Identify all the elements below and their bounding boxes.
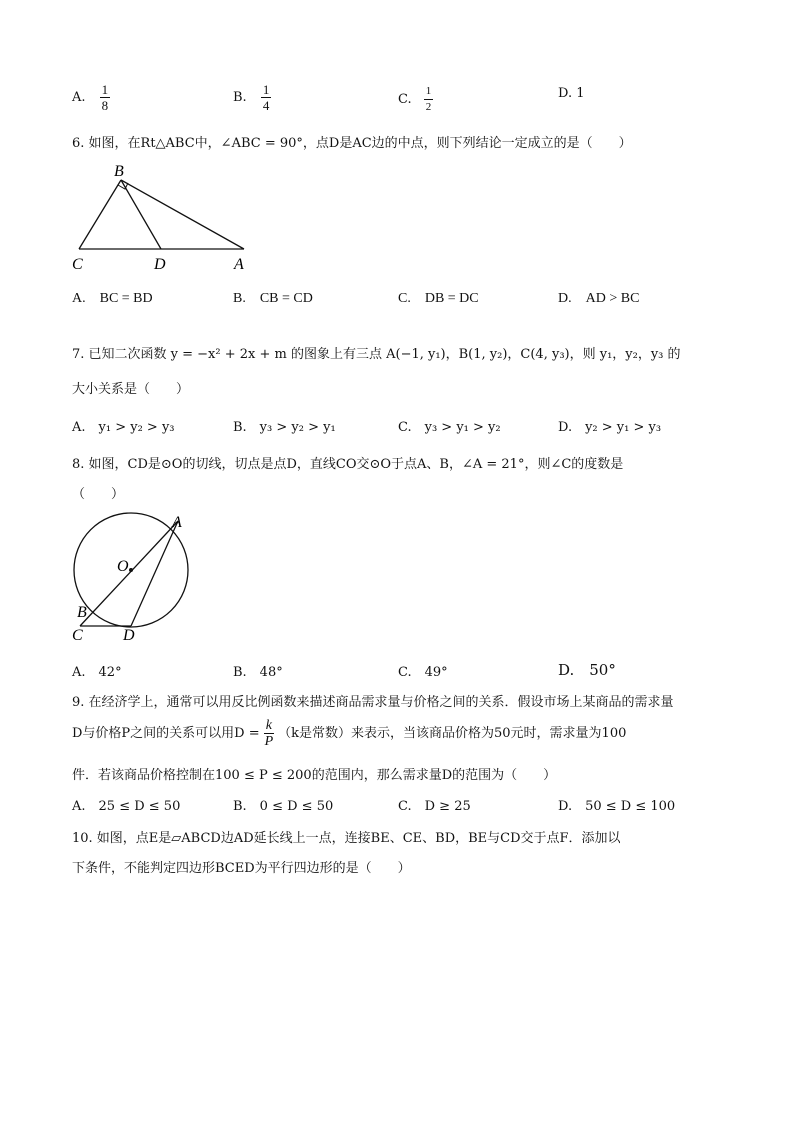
q6-label-b: B [114,163,124,180]
q6-label-d: D [154,256,166,273]
q6-option-c: C. DB = DC [398,291,479,306]
q9-option-d: D. 50 ≤ D ≤ 100 [558,799,676,814]
q6-label-a: A [234,256,244,273]
q5-option-a: A. $\frac{1}{8}$ [72,82,109,113]
q10-line1: 10. 如图，点E是▱ABCD边AD延长线上一点，连接BE、CE、BD，BE与CD交于点F．添加以 [72,831,621,846]
q9-option-b: B. 0 ≤ D ≤ 50 [233,799,334,814]
q9-line2: D与价格P之间的关系可以用D = $\frac{k}{P}$ （k是常数）来表示，当该商品价格为50元时，需求量为100 [72,718,627,749]
q8-label-b: B [77,604,87,621]
q8-option-d: D. 50° [558,661,616,679]
q10-line2: 下条件，不能判定四边形BCED为平行四边形的是（ ） [72,861,411,876]
q5-option-b: B. $\frac{1}{4}$ [233,82,270,113]
q7-stem-line2: 大小关系是（ ） [72,382,190,397]
q6-stem: 6. 如图，在Rt△ABC中，∠ABC = 90°，点D是AC边的中点，则下列结论一定成立的是（ ） [72,136,632,151]
q8-label-a: A [172,514,182,531]
q6-option-a: A. BC = BD [72,291,153,306]
q5-option-d: D. 1 [558,86,585,101]
q9-line3: 件．若该商品价格控制在100 ≤ P ≤ 200的范围内，那么需求量D的范围为（ ） [72,768,557,783]
q7-option-a: A. y₁ > y₂ > y₃ [72,420,175,435]
q7-option-b: B. y₃ > y₂ > y₁ [233,420,336,435]
q9-option-c: C. D ≥ 25 [398,799,471,814]
q6-option-b: B. CB = CD [233,291,313,306]
q8-stem-line1: 8. 如图，CD是⊙O的切线，切点是点D，直线CO交⊙O于点A、B，∠A = 21°，则∠C的度数是 [72,457,624,472]
q8-option-b: B. 48° [233,665,283,680]
q8-stem-line2: （ ） [72,487,125,502]
q6-option-d: D. AD > BC [558,291,640,306]
q6-triangle-figure [68,160,258,275]
q7-option-c: C. y₃ > y₁ > y₂ [398,420,501,435]
q9-line1: 9. 在经济学上，通常可以用反比例函数来描述商品需求量与价格之间的关系．假设市场上某商品的需求量 [72,695,674,710]
q9-option-a: A. 25 ≤ D ≤ 50 [72,799,181,814]
q8-label-c: C [72,627,83,644]
q7-option-d: D. y₂ > y₁ > y₃ [558,420,662,435]
q8-option-c: C. 49° [398,665,448,680]
q8-circle-figure [68,510,198,645]
q7-stem-line1: 7. 已知二次函数 y = −x² + 2x + m 的图象上有三点 A(−1, y₁)，B(1, y₂)，C(4, y₃)，则 y₁，y₂，y₃ 的 [72,347,681,362]
q5-option-c: C. $\frac{1}{2}$ [398,85,432,113]
q8-label-o: O [117,558,129,575]
q8-label-d: D [123,627,135,644]
q8-option-a: A. 42° [72,665,122,680]
q6-label-c: C [72,256,83,273]
